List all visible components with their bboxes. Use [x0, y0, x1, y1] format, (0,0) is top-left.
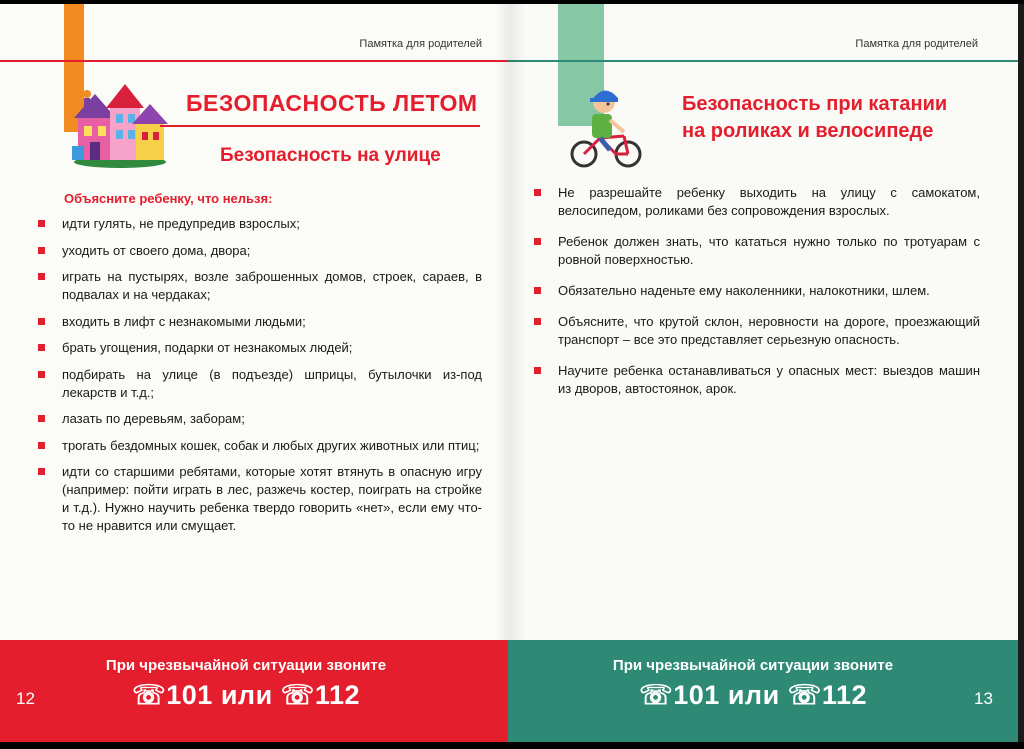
list-item: трогать бездомных кошек, собак и любых других животных или птиц;: [36, 437, 482, 455]
bullet-square-icon: [534, 318, 541, 325]
emergency-numbers: ☏101 или ☏112: [639, 680, 867, 710]
right-header-rule: [508, 60, 1018, 62]
list-item: лазать по деревьям, заборам;: [36, 410, 482, 428]
list-item: входить в лифт с незнакомыми людьми;: [36, 313, 482, 331]
cyclist-illustration-icon: [570, 78, 642, 170]
list-item: Не разрешайте ребенку выходить на улицу с самокатом, велосипедом, роликами без сопровождения взрослых.: [532, 184, 980, 220]
page-number: 13: [974, 689, 993, 708]
left-page: [0, 4, 508, 742]
title-underline: [160, 125, 480, 127]
emergency-numbers: ☏101 или ☏112: [132, 680, 360, 710]
list-item: Объясните, что крутой склон, неровности на дороге, проезжающий транспорт – все это представляет серьезную опасность.: [532, 313, 980, 349]
bullet-square-icon: [38, 273, 45, 280]
bullet-square-icon: [534, 367, 541, 374]
left-page-subtitle: Безопасность на улице: [220, 145, 441, 166]
left-page-header: Памятка для родителей: [359, 38, 482, 50]
bullet-square-icon: [534, 287, 541, 294]
bullet-square-icon: [38, 468, 45, 475]
left-emergency-footer: [0, 640, 508, 742]
list-item: подбирать на улице (в подъезде) шприцы, бутылочки из-под лекарств и т.д.;: [36, 366, 482, 402]
bullet-square-icon: [38, 442, 45, 449]
list-item: играть на пустырях, возле заброшенных домов, строек, сараев, в подвалах и на чердаках;: [36, 268, 482, 304]
bullet-square-icon: [38, 415, 45, 422]
left-page-title: БЕЗОПАСНОСТЬ ЛЕТОМ: [186, 90, 478, 116]
bullet-square-icon: [38, 344, 45, 351]
bullet-square-icon: [38, 371, 45, 378]
list-item: идти гулять, не предупредив взрослых;: [36, 215, 482, 233]
list-item: уходить от своего дома, двора;: [36, 242, 482, 260]
list-item: Обязательно наденьте ему наколенники, налокотники, шлем.: [532, 282, 980, 300]
emergency-caption: При чрезвычайной ситуации звоните: [105, 657, 387, 674]
right-page-header: Памятка для родителей: [855, 38, 978, 50]
bullet-square-icon: [38, 220, 45, 227]
bullet-square-icon: [534, 189, 541, 196]
right-page: [508, 4, 1018, 742]
list-item: идти со старшими ребятами, которые хотят втянуть в опасную игру (например: пойти играть в лес, разжечь костер, поиграть на стройке и т.д.). Нужно научить ребенка твердо говорить «нет», если ему что-то не нравится или смущает.: [36, 463, 482, 535]
right-page-title: Безопасность при катании на роликах и велосипеде: [682, 93, 948, 142]
right-bullet-list: [532, 184, 980, 411]
list-item: брать угощения, подарки от незнакомых людей;: [36, 339, 482, 357]
list-item: Научите ребенка останавливаться у опасных мест: выездов машин из дворов, автостоянок, арок.: [532, 362, 980, 398]
left-header-rule: [0, 60, 508, 62]
right-emergency-footer: [508, 640, 1018, 742]
page-number: 12: [16, 689, 35, 708]
houses-illustration-icon: [70, 76, 170, 168]
emergency-caption: При чрезвычайной ситуации звоните: [612, 657, 894, 674]
list-item: Ребенок должен знать, что кататься нужно только по тротуарам с ровной поверхностью.: [532, 233, 980, 269]
bullet-square-icon: [534, 238, 541, 245]
left-bullet-list: [36, 215, 482, 544]
bullet-square-icon: [38, 247, 45, 254]
intro-heading: Объясните ребенку, что нельзя:: [64, 191, 273, 206]
page-edge: [1018, 4, 1024, 742]
bullet-square-icon: [38, 318, 45, 325]
